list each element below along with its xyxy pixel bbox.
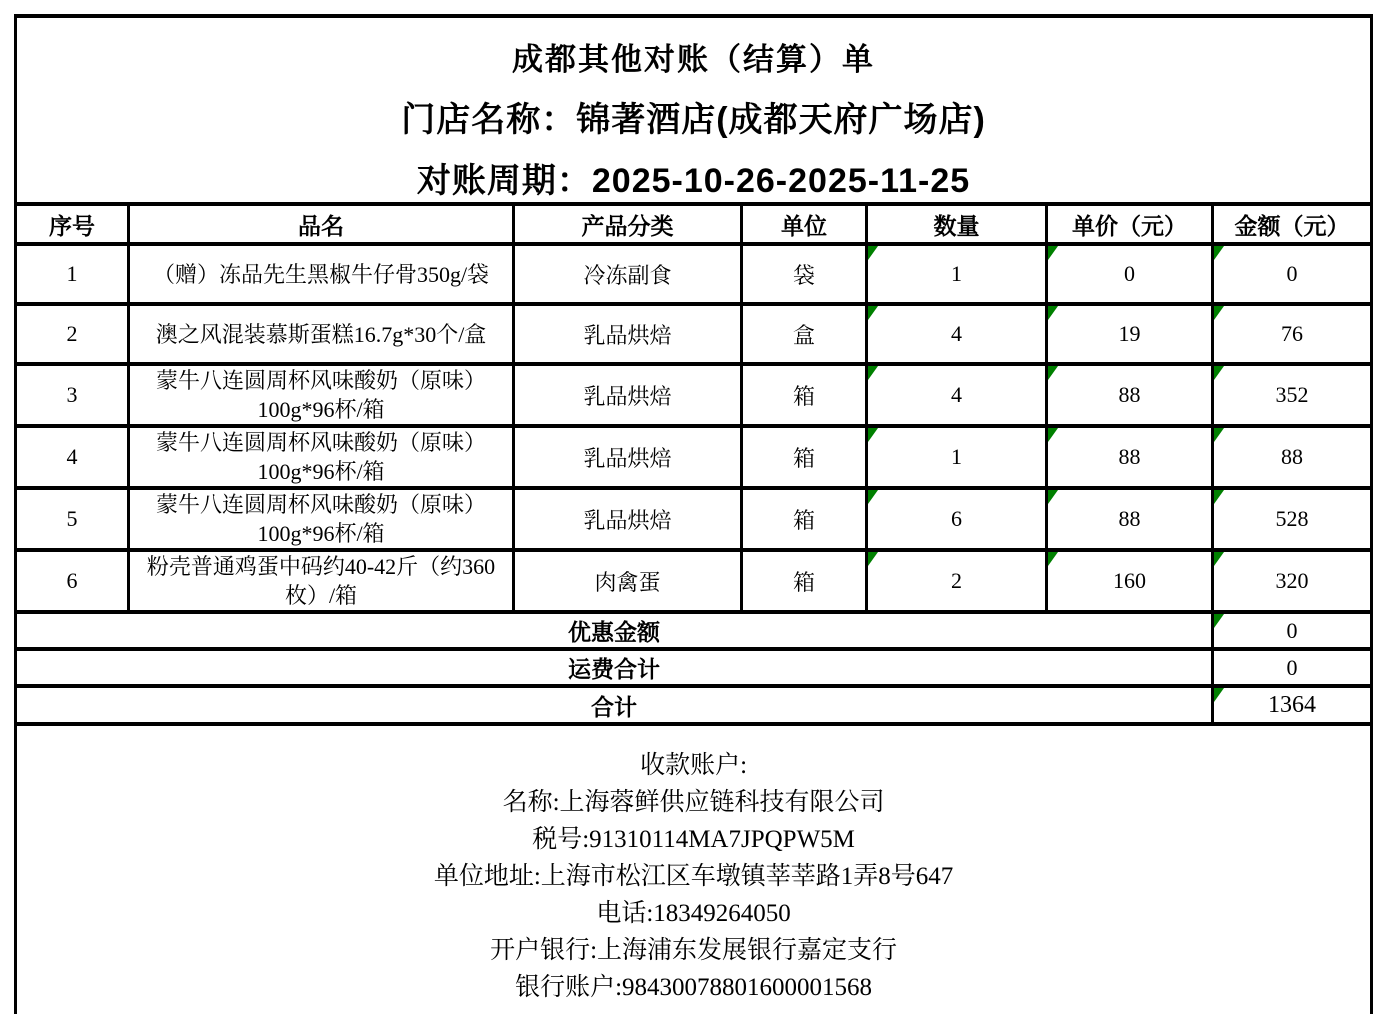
total-label: 合计 — [16, 686, 1213, 724]
cell-unit — [742, 488, 867, 550]
cell-amount-text: 528 — [1275, 506, 1309, 531]
cell-serial-text: 6 — [66, 568, 78, 593]
cell-quantity — [867, 426, 1047, 488]
cell-product-name — [129, 488, 514, 550]
cell-flag-triangle-icon — [1214, 428, 1224, 442]
cell-product-name — [129, 364, 514, 426]
cell-quantity-text: 1 — [951, 261, 962, 286]
cell-flag-triangle-icon — [1048, 490, 1058, 504]
payee-account-block — [16, 724, 1372, 1014]
cell-category-text: 冷冻副食 — [583, 262, 672, 288]
cell-flag-triangle-icon — [1048, 428, 1058, 442]
tax-number-line: 税号:91310114MA7JPQPW5M — [532, 825, 855, 853]
cell-flag-triangle-icon — [1214, 614, 1224, 628]
cell-unit — [742, 364, 867, 426]
cell-product-name — [129, 426, 514, 488]
cell-quantity-text: 2 — [951, 568, 962, 593]
cell-unit-price — [1047, 550, 1213, 612]
summary-row-total — [16, 686, 1372, 724]
cell-serial — [16, 304, 129, 364]
cell-unit-price — [1047, 488, 1213, 550]
cell-unit-price — [1047, 426, 1213, 488]
cell-unit-price-text: 160 — [1113, 568, 1146, 593]
company-address-line: 单位地址:上海市松江区车墩镇莘莘路1弄8号647 — [433, 862, 954, 890]
header-quantity: 数量 — [867, 204, 1047, 244]
cell-category-text: 乳品烘焙 — [583, 445, 672, 471]
table-row — [16, 244, 1372, 304]
cell-unit — [742, 304, 867, 364]
cell-flag-triangle-icon — [1048, 552, 1058, 566]
header-amount: 金额（元） — [1213, 204, 1372, 244]
cell-quantity-text: 4 — [951, 321, 962, 346]
cell-unit-price-text: 0 — [1124, 261, 1135, 286]
cell-amount — [1213, 550, 1372, 612]
cell-flag-triangle-icon — [1048, 306, 1058, 320]
table-body — [16, 244, 1372, 612]
total-value-cell — [1213, 686, 1372, 724]
summary-section — [16, 612, 1372, 724]
cell-product-name — [129, 304, 514, 364]
cell-flag-triangle-icon — [868, 306, 878, 320]
summary-row-discount — [16, 612, 1372, 649]
cell-serial-text: 5 — [66, 506, 78, 531]
document-title: 成都其他对账（结算）单 — [512, 42, 876, 77]
cell-flag-triangle-icon — [1214, 306, 1224, 320]
cell-unit-price-text: 88 — [1118, 506, 1141, 531]
cell-serial — [16, 244, 129, 304]
shipping-value-cell — [1213, 649, 1372, 686]
cell-quantity-text: 6 — [951, 506, 962, 531]
period-line: 对账周期：2025-10-26-2025-11-25 — [416, 162, 971, 200]
total-value: 1364 — [1268, 691, 1317, 718]
cell-unit-text: 袋 — [792, 262, 815, 288]
cell-unit — [742, 426, 867, 488]
title-row — [16, 16, 1372, 204]
cell-category — [514, 364, 742, 426]
cell-serial — [16, 426, 129, 488]
cell-category-text: 乳品烘焙 — [583, 507, 672, 533]
discount-value: 0 — [1286, 617, 1298, 643]
cell-quantity — [867, 488, 1047, 550]
cell-product-name-text: 蒙牛八连圆周杯风味酸奶（原味）100g*96杯/箱 — [155, 368, 486, 422]
cell-category — [514, 550, 742, 612]
bank-account-line: 银行账户:98430078801600001568 — [515, 973, 873, 1001]
header-unit-price: 单价（元） — [1047, 204, 1213, 244]
cell-unit-price-text: 19 — [1118, 321, 1141, 346]
cell-unit-text: 箱 — [792, 445, 815, 471]
cell-category — [514, 426, 742, 488]
table-row — [16, 550, 1372, 612]
settlement-table — [14, 14, 1373, 1014]
cell-amount-text: 0 — [1286, 261, 1298, 286]
cell-flag-triangle-icon — [1214, 490, 1224, 504]
cell-quantity-text: 4 — [951, 382, 962, 407]
discount-label: 优惠金额 — [16, 612, 1213, 649]
cell-unit-price-text: 88 — [1118, 382, 1141, 407]
cell-category — [514, 488, 742, 550]
cell-amount — [1213, 304, 1372, 364]
cell-serial-text: 1 — [66, 261, 78, 286]
bank-branch-line: 开户银行:上海浦东发展银行嘉定支行 — [490, 936, 898, 964]
cell-quantity — [867, 244, 1047, 304]
summary-row-shipping — [16, 649, 1372, 686]
cell-category — [514, 304, 742, 364]
shipping-value: 0 — [1286, 654, 1298, 680]
table-header-row — [16, 204, 1372, 244]
header-category: 产品分类 — [514, 204, 742, 244]
table-row — [16, 426, 1372, 488]
cell-quantity-text: 1 — [951, 444, 962, 469]
cell-amount — [1213, 244, 1372, 304]
cell-flag-triangle-icon — [1048, 366, 1058, 380]
table-row — [16, 304, 1372, 364]
cell-unit-text: 箱 — [792, 569, 815, 595]
shipping-label: 运费合计 — [16, 649, 1213, 686]
footer-row — [16, 724, 1372, 1014]
cell-unit-price-text: 88 — [1118, 444, 1141, 469]
title-section — [16, 16, 1372, 244]
cell-flag-triangle-icon — [1214, 246, 1224, 260]
cell-flag-triangle-icon — [868, 552, 878, 566]
cell-product-name-text: 蒙牛八连圆周杯风味酸奶（原味）100g*96杯/箱 — [155, 430, 486, 484]
cell-serial-text: 4 — [66, 444, 78, 469]
cell-amount-text: 320 — [1275, 568, 1309, 593]
footer-section — [16, 724, 1372, 1014]
cell-serial — [16, 364, 129, 426]
cell-amount-text: 76 — [1281, 321, 1304, 346]
cell-product-name — [129, 244, 514, 304]
cell-flag-triangle-icon — [1048, 246, 1058, 260]
cell-flag-triangle-icon — [868, 490, 878, 504]
cell-serial — [16, 550, 129, 612]
cell-serial — [16, 488, 129, 550]
cell-flag-triangle-icon — [868, 246, 878, 260]
document-header — [16, 16, 1372, 204]
header-unit: 单位 — [742, 204, 867, 244]
cell-flag-triangle-icon — [868, 428, 878, 442]
cell-category-text: 肉禽蛋 — [594, 569, 661, 595]
cell-quantity — [867, 364, 1047, 426]
cell-unit-price — [1047, 364, 1213, 426]
header-serial: 序号 — [16, 204, 129, 244]
cell-unit-price — [1047, 244, 1213, 304]
cell-serial-text: 2 — [66, 321, 78, 346]
table-row — [16, 364, 1372, 426]
cell-unit-text: 箱 — [792, 507, 815, 533]
cell-product-name-text: 蒙牛八连圆周杯风味酸奶（原味）100g*96杯/箱 — [155, 492, 486, 546]
cell-amount-text: 88 — [1281, 444, 1304, 469]
cell-unit-text: 盒 — [792, 322, 815, 348]
phone-line: 电话:18349264050 — [596, 899, 791, 927]
cell-unit — [742, 550, 867, 612]
cell-unit-text: 箱 — [792, 383, 815, 409]
cell-serial-text: 3 — [66, 382, 78, 407]
store-name-line: 门店名称：锦著酒店(成都天府广场店) — [401, 101, 986, 139]
cell-amount — [1213, 488, 1372, 550]
cell-flag-triangle-icon — [868, 366, 878, 380]
cell-amount — [1213, 364, 1372, 426]
discount-value-cell — [1213, 612, 1372, 649]
cell-amount-text: 352 — [1275, 382, 1309, 407]
cell-flag-triangle-icon — [1214, 688, 1224, 702]
cell-amount — [1213, 426, 1372, 488]
cell-unit-price — [1047, 304, 1213, 364]
table-row — [16, 488, 1372, 550]
cell-category — [514, 244, 742, 304]
cell-product-name-text: 澳之风混装慕斯蛋糕16.7g*30个/盒 — [155, 321, 487, 347]
cell-product-name-text: 粉壳普通鸡蛋中码约40-42斤（约360枚）/箱 — [146, 554, 496, 608]
cell-unit — [742, 244, 867, 304]
cell-product-name-text: （赠）冻品先生黑椒牛仔骨350g/袋 — [152, 261, 490, 287]
payee-account-heading: 收款账户: — [640, 751, 748, 779]
cell-category-text: 乳品烘焙 — [583, 322, 672, 348]
cell-product-name — [129, 550, 514, 612]
payee-name-line: 名称:上海蓉鲜供应链科技有限公司 — [502, 788, 885, 816]
cell-quantity — [867, 304, 1047, 364]
cell-category-text: 乳品烘焙 — [583, 383, 672, 409]
header-product-name: 品名 — [129, 204, 514, 244]
cell-flag-triangle-icon — [1214, 366, 1224, 380]
cell-quantity — [867, 550, 1047, 612]
cell-flag-triangle-icon — [1214, 552, 1224, 566]
